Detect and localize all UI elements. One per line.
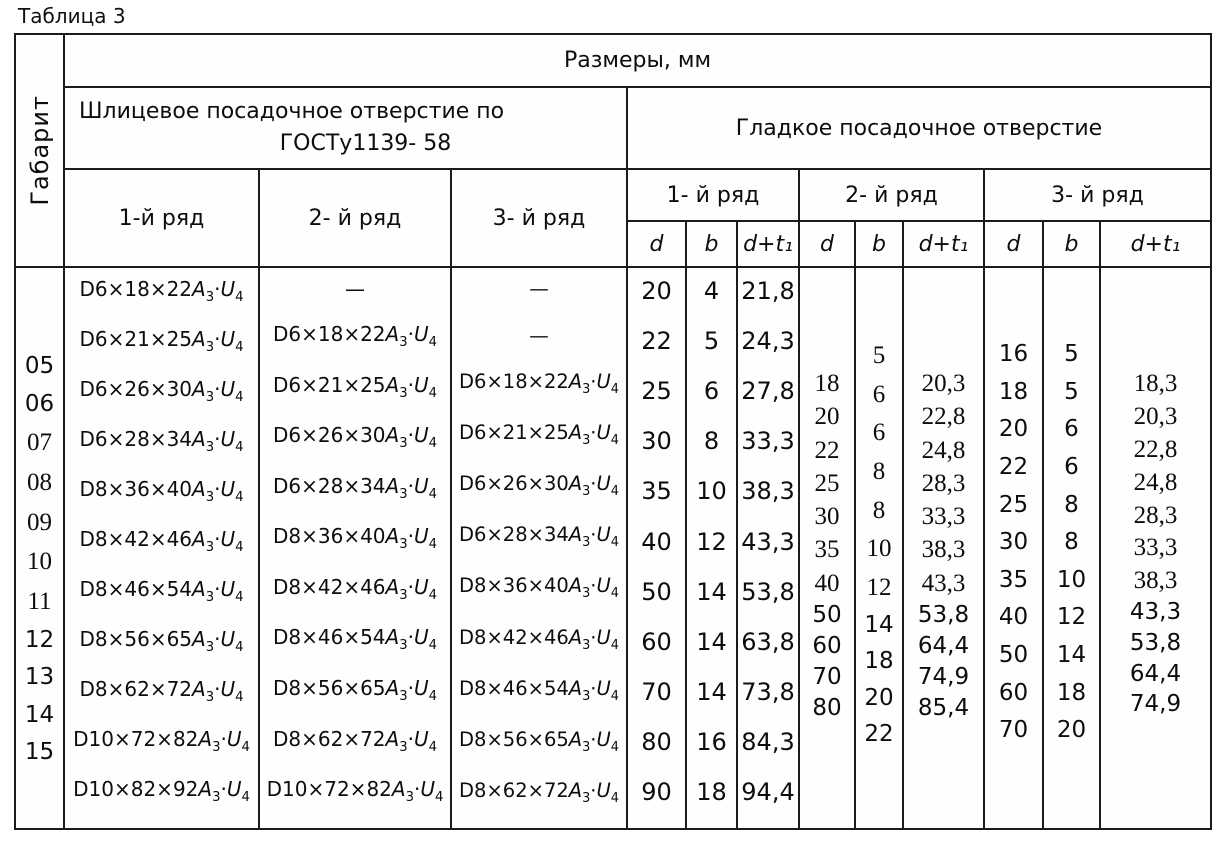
header-spline-row1: 1-й ряд <box>65 170 260 268</box>
body-col-b-row2 <box>856 268 904 828</box>
cell-value: 90 <box>641 778 672 807</box>
cell-value: 5 <box>1064 378 1079 405</box>
cell-value: $D6\times 28\times 34A_3\cdot U_4$ <box>272 473 437 502</box>
cell-value: 25 <box>998 491 1029 518</box>
cell-value: 10 <box>696 477 727 506</box>
cell-value: 43,3 <box>921 569 966 597</box>
cell-value: 22 <box>864 721 894 748</box>
dimensions-table <box>14 33 1212 830</box>
cell-value: $D8\times 36\times 40A_3\cdot U_4$ <box>79 477 244 506</box>
cell-value: 60 <box>641 627 672 656</box>
header-smooth-row3: 3- й ряд <box>985 170 1210 222</box>
cell-value: 25 <box>814 469 840 497</box>
spline-header-line1: Шлицевое посадочное отверстие по <box>79 99 505 125</box>
cell-value: 18 <box>864 648 894 675</box>
subheader-dt-row3: d+t₁ <box>1101 222 1210 268</box>
body-col-dt-row3 <box>1101 268 1210 828</box>
cell-value: 5 <box>1064 341 1079 367</box>
spline-header-line2: ГОСТу1139- 58 <box>279 131 452 156</box>
cell-value: 11 <box>27 588 52 615</box>
cell-value: 16 <box>696 727 727 756</box>
cell-value: 22,8 <box>1133 435 1178 463</box>
cell-value: 33,3 <box>1133 534 1178 562</box>
cell-value: 25 <box>641 377 672 406</box>
cell-value: 20,3 <box>921 370 966 397</box>
cell-value: 20,3 <box>1133 402 1178 430</box>
header-smooth-row2: 2- й ряд <box>800 170 985 222</box>
cell-value: $D8\times 46\times 54A_3\cdot U_4$ <box>79 577 244 606</box>
cell-value: $D8\times 62\times 72A_3\cdot U_4$ <box>459 778 619 806</box>
cell-value: 6 <box>703 377 720 406</box>
cell-value: $D8\times 36\times 40A_3\cdot U_4$ <box>459 574 619 602</box>
subheader-b-row3: b <box>1044 222 1101 268</box>
body-col-b-row3 <box>1044 268 1101 828</box>
cell-value: 35 <box>814 536 840 564</box>
cell-value: 40 <box>814 569 840 597</box>
body-col-d-row3 <box>985 268 1044 828</box>
cell-value: 14 <box>24 701 55 728</box>
subheader-dt-row2: d+t₁ <box>904 222 985 268</box>
cell-value: $D6\times 26\times 30A_3\cdot U_4$ <box>272 423 437 452</box>
body-col-spline-row1 <box>65 268 260 828</box>
cell-value: 28,3 <box>1133 501 1178 529</box>
cell-value: 5 <box>703 327 720 356</box>
cell-value: 28,3 <box>921 469 966 497</box>
cell-value: $D6\times 21\times 25A_3\cdot U_4$ <box>79 327 244 356</box>
cell-value: 70 <box>812 664 842 691</box>
cell-value: 8 <box>703 427 720 456</box>
header-spline-row2: 2- й ряд <box>260 170 452 268</box>
cell-value: 12 <box>866 574 892 602</box>
cell-value: 22 <box>641 327 672 356</box>
cell-value: 74,9 <box>917 664 970 691</box>
cell-value: $D6\times 18\times 22A_3\cdot U_4$ <box>272 322 437 351</box>
corner-header-gabarit <box>16 35 65 268</box>
body-col-spline-row3 <box>452 268 628 828</box>
cell-value: 8 <box>1064 529 1079 556</box>
cell-value: 6 <box>1064 453 1079 480</box>
cell-value: 8 <box>872 458 886 486</box>
cell-value: $D8\times 56\times 65A_3\cdot U_4$ <box>79 627 244 656</box>
body-col-dt-row2 <box>904 268 985 828</box>
subheader-d-row3: d <box>985 222 1044 268</box>
body-col-dt-row1 <box>738 268 800 828</box>
cell-value: 22 <box>998 453 1029 480</box>
cell-value: 50 <box>812 602 842 629</box>
cell-value: $D6\times 21\times 25A_3\cdot U_4$ <box>459 421 619 449</box>
cell-value: 6 <box>872 419 886 447</box>
cell-value: 18 <box>814 370 840 397</box>
cell-value: $D8\times 36\times 40A_3\cdot U_4$ <box>272 524 437 553</box>
cell-value: 5 <box>872 342 886 369</box>
header-sizes-mm: Размеры, мм <box>65 35 1210 88</box>
cell-value: 43,3 <box>1129 599 1182 626</box>
cell-value: $D8\times 62\times 72A_3\cdot U_4$ <box>272 726 437 755</box>
cell-value: 63,8 <box>741 627 795 656</box>
cell-value: 30 <box>814 503 840 531</box>
cell-value: 40 <box>641 527 672 556</box>
cell-value: 74,9 <box>1129 691 1182 718</box>
cell-value: 6 <box>872 380 886 408</box>
cell-value: 35 <box>641 477 672 506</box>
body-col-b-row1 <box>687 268 738 828</box>
cell-value: 10 <box>866 535 892 563</box>
cell-value: 12 <box>696 527 727 556</box>
cell-value: 18 <box>998 378 1029 405</box>
cell-value: 18 <box>696 778 727 807</box>
subheader-dt-row1: d+t₁ <box>738 222 800 268</box>
cell-value: 14 <box>696 627 727 656</box>
cell-value: $D8\times 42\times 46A_3\cdot U_4$ <box>79 527 244 556</box>
cell-value: 6 <box>1064 416 1079 443</box>
cell-value: $D6\times 28\times 34A_3\cdot U_4$ <box>79 427 244 456</box>
cell-value: 53,8 <box>741 577 795 606</box>
gabarit-label: Габарит <box>25 95 54 206</box>
body-col-gabarit <box>16 268 65 828</box>
cell-value: $D10\times 82\times 92A_3\cdot U_4$ <box>73 777 250 806</box>
cell-value: 07 <box>27 429 52 456</box>
cell-value: 20 <box>641 277 672 305</box>
cell-value: 14 <box>696 577 727 606</box>
subheader-d-row2: d <box>800 222 856 268</box>
cell-value: 50 <box>998 642 1029 668</box>
cell-value: 14 <box>696 677 727 706</box>
subheader-b-row1: b <box>687 222 738 268</box>
header-smooth-row1: 1- й ряд <box>628 170 800 222</box>
cell-value: 18 <box>1056 679 1087 706</box>
cell-value: 24,8 <box>1133 468 1178 496</box>
cell-value: 13 <box>24 664 55 691</box>
cell-value: 30 <box>998 529 1029 556</box>
cell-value: 60 <box>998 679 1029 706</box>
cell-value: 08 <box>27 468 52 496</box>
cell-value: 14 <box>864 611 894 638</box>
cell-value: 53,8 <box>1129 629 1182 656</box>
body-col-d-row1 <box>628 268 687 828</box>
cell-value: 33,3 <box>921 503 966 531</box>
cell-value: 70 <box>641 677 672 706</box>
cell-value: 22 <box>814 436 840 464</box>
cell-value: 8 <box>1064 491 1079 518</box>
cell-value: 40 <box>998 604 1029 631</box>
cell-value: 38,3 <box>1133 567 1178 595</box>
cell-value: — <box>345 277 365 301</box>
cell-value: 12 <box>24 626 55 653</box>
cell-value: $D6\times 26\times 30A_3\cdot U_4$ <box>79 377 244 406</box>
cell-value: 70 <box>998 717 1029 744</box>
cell-value: — <box>529 277 549 300</box>
header-smooth-hole: Гладкое посадочное отверстие <box>628 88 1210 170</box>
cell-value: $D6\times 26\times 30A_3\cdot U_4$ <box>459 472 619 500</box>
cell-value: 8 <box>872 496 886 524</box>
cell-value: 15 <box>24 739 55 766</box>
cell-value: 14 <box>1056 642 1087 668</box>
cell-value: 18,3 <box>1133 370 1178 397</box>
cell-value: $D10\times 72\times 82A_3\cdot U_4$ <box>73 727 250 756</box>
cell-value: 10 <box>27 548 52 576</box>
cell-value: $D8\times 56\times 65A_3\cdot U_4$ <box>272 675 437 704</box>
cell-value: 50 <box>641 577 672 606</box>
cell-value: 20 <box>998 416 1029 443</box>
cell-value: 38,3 <box>921 536 966 564</box>
cell-value: $D6\times 18\times 22A_3\cdot U_4$ <box>459 370 619 398</box>
cell-value: 20 <box>1056 717 1087 744</box>
subheader-b-row2: b <box>856 222 904 268</box>
cell-value: $D8\times 46\times 54A_3\cdot U_4$ <box>459 676 619 704</box>
cell-value: $D10\times 72\times 82A_3\cdot U_4$ <box>266 777 444 806</box>
header-spline-hole <box>65 88 628 170</box>
body-col-d-row2 <box>800 268 856 828</box>
cell-value: 64,4 <box>1129 660 1182 687</box>
cell-value: 73,8 <box>741 677 795 706</box>
cell-value: 21,8 <box>741 277 795 305</box>
cell-value: $D6\times 28\times 34A_3\cdot U_4$ <box>459 523 619 551</box>
cell-value: 06 <box>24 390 55 417</box>
cell-value: 4 <box>703 277 720 305</box>
cell-value: $D6\times 18\times 22A_3\cdot U_4$ <box>79 277 244 305</box>
cell-value: 60 <box>812 633 842 660</box>
cell-value: 05 <box>24 353 55 379</box>
cell-value: 10 <box>1056 566 1087 593</box>
table-title: Таблица 3 <box>18 4 126 28</box>
cell-value: 16 <box>998 341 1029 367</box>
cell-value: 09 <box>27 508 52 536</box>
cell-value: 24,3 <box>741 327 795 356</box>
cell-value: 30 <box>641 427 672 456</box>
cell-value: 53,8 <box>917 602 970 629</box>
cell-value: 84,3 <box>741 727 795 756</box>
cell-value: 24,8 <box>921 436 966 464</box>
cell-value: $D8\times 42\times 46A_3\cdot U_4$ <box>272 574 437 603</box>
cell-value: 64,4 <box>917 633 970 660</box>
body-col-spline-row2 <box>260 268 452 828</box>
cell-value: 38,3 <box>741 477 795 506</box>
cell-value: 12 <box>1056 604 1087 631</box>
cell-value: 20 <box>814 403 840 431</box>
cell-value: $D8\times 42\times 46A_3\cdot U_4$ <box>459 625 619 653</box>
cell-value: $D6\times 21\times 25A_3\cdot U_4$ <box>272 372 437 401</box>
cell-value: 27,8 <box>741 377 795 406</box>
cell-value: $D8\times 56\times 65A_3\cdot U_4$ <box>459 727 619 755</box>
cell-value: $D8\times 62\times 72A_3\cdot U_4$ <box>79 677 244 706</box>
cell-value: 43,3 <box>741 527 795 556</box>
cell-value: 80 <box>641 727 672 756</box>
cell-value: $D8\times 46\times 54A_3\cdot U_4$ <box>272 625 437 654</box>
cell-value: — <box>529 323 549 347</box>
subheader-d-row1: d <box>628 222 687 268</box>
cell-value: 33,3 <box>741 427 795 456</box>
cell-value: 94,4 <box>741 778 795 807</box>
cell-value: 20 <box>864 684 894 711</box>
cell-value: 80 <box>812 695 842 722</box>
header-spline-row3: 3- й ряд <box>452 170 628 268</box>
cell-value: 35 <box>998 566 1029 593</box>
cell-value: 22,8 <box>921 403 966 431</box>
cell-value: 85,4 <box>917 695 970 722</box>
